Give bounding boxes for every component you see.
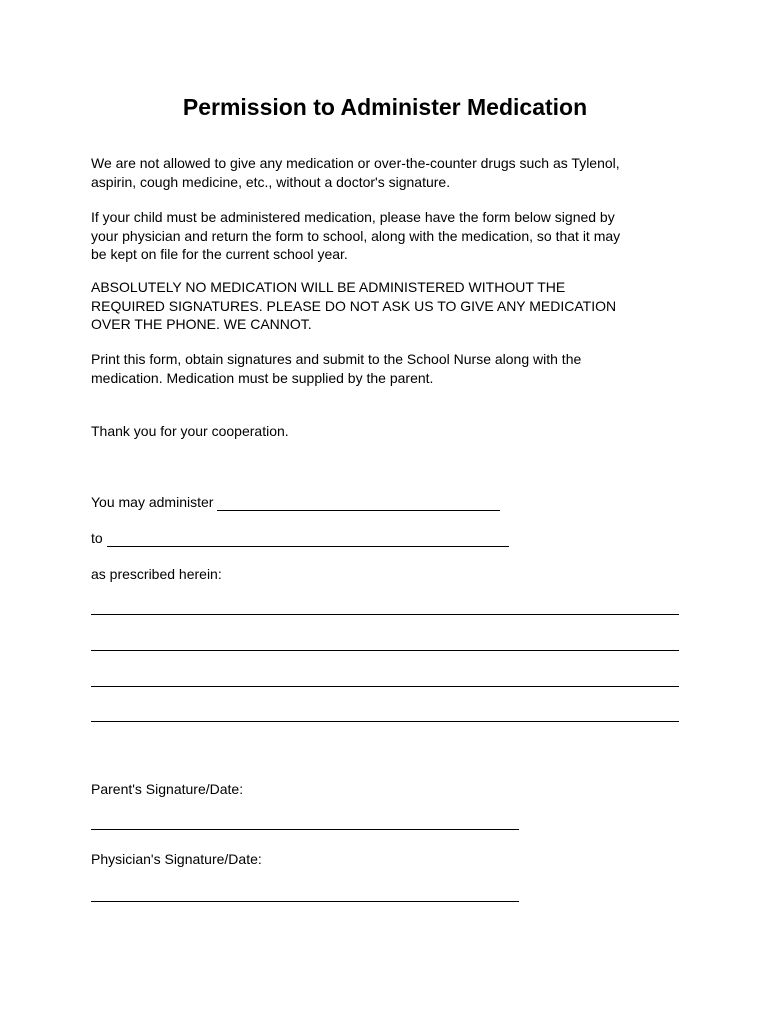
submission-paragraph: Print this form, obtain signatures and submit to the School Nurse along with the medication. Medication must be supplied by the parent. [91,351,582,386]
physician-signature-line[interactable] [91,901,519,902]
page-title: Permission to Administer Medication [182,94,588,120]
to-field [91,529,509,547]
to-blank[interactable] [107,532,509,547]
prescribed-label: as prescribed herein: [91,566,222,582]
thank-you-paragraph: Thank you for your cooperation. [91,423,289,439]
instructions-paragraph: If your child must be administered medication, please have the form below signed by your physician and return the form to school, along with the medication, so that it may be kept on file for the current school year. [91,209,621,262]
administer-field [91,493,500,511]
prescription-line-4[interactable] [91,721,679,722]
prescription-line-2[interactable] [91,650,679,651]
to-label: to [91,530,103,546]
physician-signature-label: Physician's Signature/Date: [91,851,262,867]
warning-paragraph: ABSOLUTELY NO MEDICATION WILL BE ADMINISTERED WITHOUT THE REQUIRED SIGNATURES. PLEASE DO NOT ASK US TO GIVE ANY MEDICATION OVER THE PHONE. WE CANNOT. [91,279,617,332]
administer-label: You may administer [91,494,214,510]
administer-blank[interactable] [217,496,500,511]
policy-paragraph: We are not allowed to give any medication or over-the-counter drugs such as Tylenol, aspirin, cough medicine, etc., without a doctor's signature. [91,155,620,190]
parent-signature-line[interactable] [91,829,519,830]
prescription-line-3[interactable] [91,686,679,687]
parent-signature-label: Parent's Signature/Date: [91,781,244,797]
prescription-line-1[interactable] [91,614,679,615]
